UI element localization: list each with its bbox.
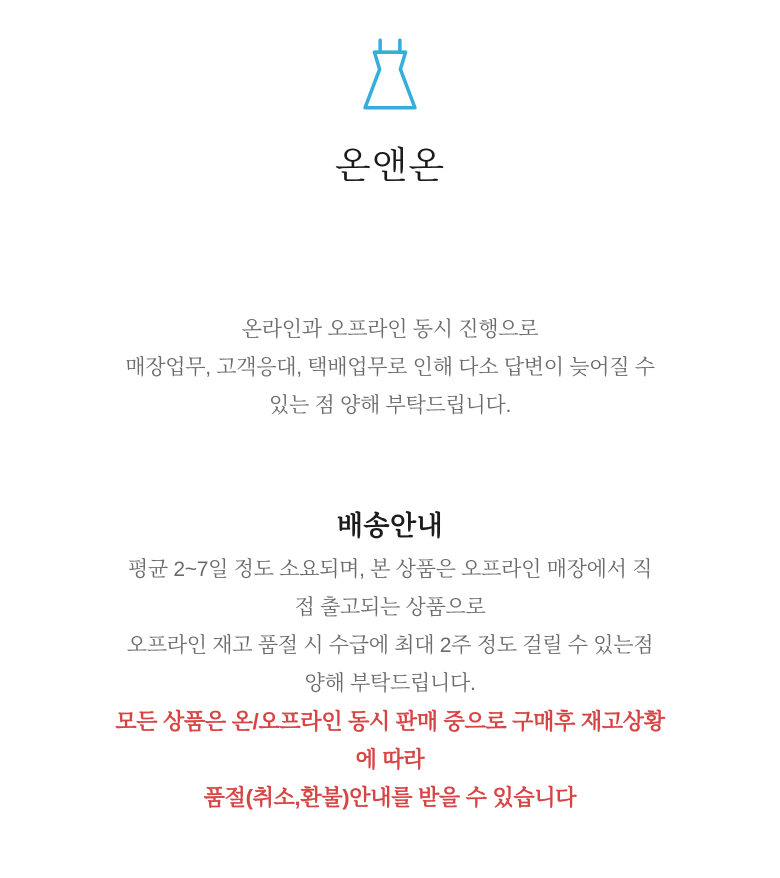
brand-header: [0, 0, 780, 190]
shipping-body: [0, 551, 780, 703]
warning-line: 에 따라: [355, 747, 425, 772]
warning-line: 품절(취소,환불)안내를 받을 수 있습니다: [203, 785, 577, 810]
dress-icon: [363, 38, 417, 111]
warning-line: 모든 상품은 온/오프라인 동시 판매 중으로 구매후 재고상황: [115, 709, 665, 734]
intro-line: 매장업무, 고객응대, 택배업무로 인해 다소 답변이 늦어질 수: [125, 356, 655, 379]
intro-line: 있는 점 양해 부탁드립니다.: [269, 394, 511, 417]
intro-line: 온라인과 오프라인 동시 진행으로: [241, 318, 539, 341]
shipping-line: 평균 2~7일 정도 소요되며, 본 상품은 오프라인 매장에서 직: [127, 558, 653, 581]
intro-notice: [0, 311, 780, 425]
stock-warning: [0, 703, 780, 817]
shipping-line: 접 출고되는 상품으로: [294, 596, 486, 619]
brand-name: 온앤온: [334, 145, 446, 186]
shipping-heading: 배송안내: [336, 511, 444, 541]
shipping-info-section: [0, 506, 780, 817]
shipping-line: 오프라인 재고 품절 시 수급에 최대 2주 정도 걸릴 수 있는점: [126, 634, 654, 657]
shipping-line: 양해 부탁드립니다.: [304, 672, 476, 695]
